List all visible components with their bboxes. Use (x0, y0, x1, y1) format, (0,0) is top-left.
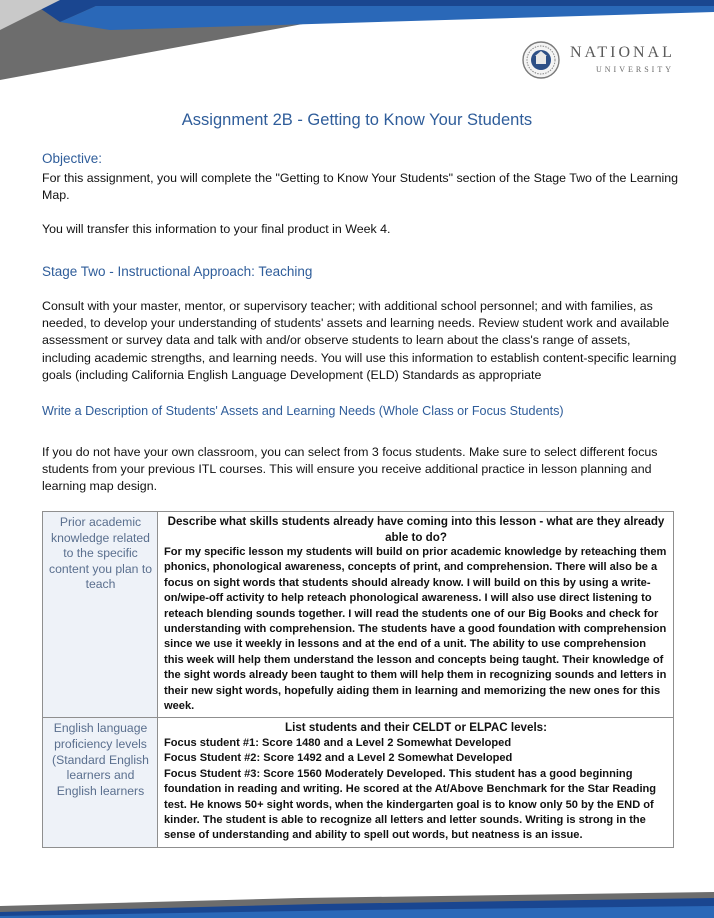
page-title: Assignment 2B - Getting to Know Your Students (181, 111, 533, 129)
table-row (43, 512, 674, 718)
transfer-text: You will transfer this information to your final product in Week 4. (42, 222, 391, 236)
prior-knowledge-answer: For my specific lesson my students will build on prior academic knowledge by reteaching them phonics, phonological awareness, concepts of print, and comprehension. There will also be a focus on sight words that students should already know. I will build on this by using a write-on/wipe-off activity to help reteach phonological awareness. I will also use direct listening to reteach blending sounds together. I will read the students one of our Big Books and check for understanding with comprehension. The students have a good foundation with comprehension since we use it weekly in lessons and at the end of a unit. The ability to use comprehension this week will help them understand the lesson and concepts being taught. Their knowledge of the sight words already been taught to them will help them in recognizing sounds and letters in their new sight words, hopefully aiding them in learning and memorizing the new ones for this week. (164, 546, 667, 713)
national-university-logo (522, 41, 675, 83)
row-label-english-proficiency: English language proficiency levels (Standard English learners and English learners (43, 718, 158, 847)
focus-student-3: Focus Student #3: Score 1560 Moderately Developed. This student has a good beginning foundation in reading and writing. He scored at the At/Above Benchmark for the Star Reading test. He knows 50+ sight words, when the kindergarten goal is to know only 50 by the END of kinder. The student is able to recognize all letters and letter sounds. Writing is strong in the sense of understanding and ability to spell out words, but neatness is an issue. (164, 767, 657, 842)
description-text: If you do not have your own classroom, you can select from 3 focus students. Make sure to select different focus students from your previous ITL courses. This will ensure you receive additional practice in lesson planning and learning map design. (42, 445, 658, 494)
focus-student-1: Focus student #1: Score 1480 and a Level 2 Somewhat Developed (164, 736, 512, 749)
table-row (43, 718, 674, 847)
prior-knowledge-question: Describe what skills students already have coming into this lesson - what are they already able to do? (167, 515, 665, 544)
objective-heading: Objective: (42, 151, 103, 166)
prior-knowledge-cell (158, 512, 674, 718)
focus-student-2: Focus Student #2: Score 1492 and a Level 2 Somewhat Developed (164, 752, 513, 765)
proficiency-cell (158, 718, 674, 847)
learning-map-table (42, 511, 674, 848)
proficiency-heading: List students and their CELDT or ELPAC levels: (285, 721, 547, 735)
stage-two-text: Consult with your master, mentor, or supervisory teacher; with additional school personnel; and with families, as needed, to develop your understanding of students' assets and learning needs. Review student work and available assessment or survey data and talk with and/or observe students to learn about the class's range of assets, including academic strengths, and learning needs. You will use this information to establish content-specific learning goals (including California English Language Development (ELD) Standards as appropriate (42, 299, 677, 382)
logo-text-national: NATIONAL (570, 44, 675, 61)
objective-text: For this assignment, you will complete the "Getting to Know Your Students" section of the Stage Two of the Learning Map. (42, 171, 679, 203)
bottom-banner-graphic (0, 848, 714, 918)
row-label-prior-knowledge: Prior academic knowledge related to the specific content you plan to teach (43, 512, 158, 718)
description-heading: Write a Description of Students' Assets and Learning Needs (Whole Class or Focus Students) (42, 404, 564, 418)
logo-text-university: UNIVERSITY (596, 65, 674, 74)
university-seal-icon (522, 41, 560, 79)
stage-two-heading: Stage Two - Instructional Approach: Teaching (42, 264, 313, 279)
